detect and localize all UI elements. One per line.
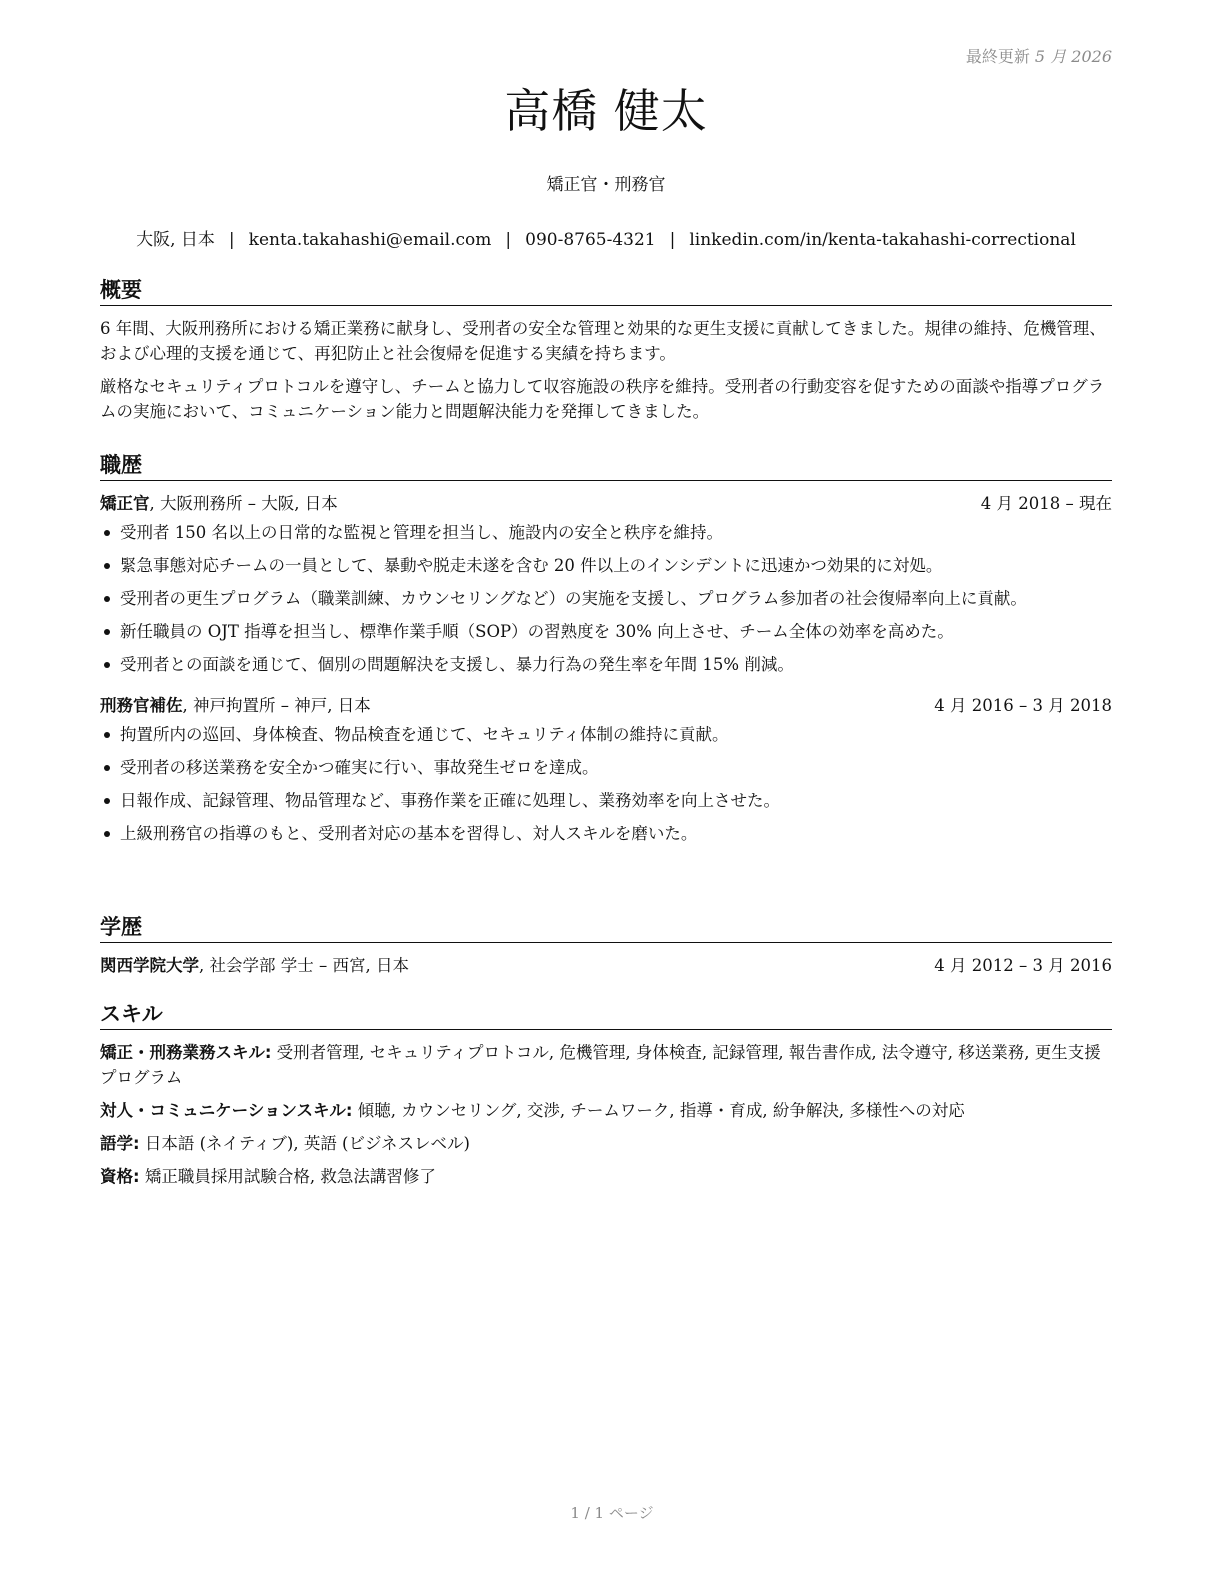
candidate-name: 高橋 健太 xyxy=(504,84,708,138)
job-bullet: 受刑者の移送業務を安全かつ確実に行い、事故発生ゼロを達成。 xyxy=(100,755,1112,780)
skill-line xyxy=(100,1098,1112,1123)
contact-separator: | xyxy=(228,230,235,250)
job-role: 矯正官 xyxy=(100,494,150,513)
experience-section xyxy=(100,452,1112,854)
skill-line xyxy=(100,1040,1112,1090)
education-section xyxy=(100,914,1112,978)
job-header xyxy=(100,491,1112,516)
job-role-org xyxy=(100,491,338,516)
education-school-detail xyxy=(100,953,409,978)
summary-section xyxy=(100,277,1112,432)
contact-separator: | xyxy=(669,230,676,250)
skill-value: 矯正職員採用試験合格, 救急法講習修了 xyxy=(139,1167,436,1186)
section-heading-skills: スキル xyxy=(100,1001,1112,1030)
job-bullet: 受刑者との面談を通じて、個別の問題解決を支援し、暴力行為の発生率を年間 15% 削減。 xyxy=(100,652,1112,677)
skill-label: 資格: xyxy=(100,1167,140,1186)
skill-line xyxy=(100,1131,1112,1156)
job-header xyxy=(100,693,1112,718)
skills-section xyxy=(100,1001,1112,1197)
section-heading-summary: 概要 xyxy=(100,277,1112,306)
last-updated-date: 5 月 2026 xyxy=(1034,47,1112,66)
job-org: , 神戸拘置所 – 神戸, 日本 xyxy=(182,696,371,715)
job-bullet: 受刑者の更生プログラム（職業訓練、カウンセリングなど）の実施を支援し、プログラム参加者の社会復帰率向上に貢献。 xyxy=(100,586,1112,611)
skill-label: 対人・コミュニケーションスキル: xyxy=(100,1101,353,1120)
last-updated xyxy=(966,44,1112,67)
skill-value: 傾聴, カウンセリング, 交渉, チームワーク, 指導・育成, 紛争解決, 多様性への対応 xyxy=(352,1101,965,1120)
skill-value: 日本語 (ネイティブ), 英語 (ビジネスレベル) xyxy=(139,1134,470,1153)
job-bullets xyxy=(100,722,1112,846)
education-dates: 4 月 2012 – 3 月 2016 xyxy=(934,956,1112,975)
contact-location: 大阪, 日本 xyxy=(136,230,215,250)
last-updated-label: 最終更新 xyxy=(965,47,1030,66)
education-detail: , 社会学部 学士 – 西宮, 日本 xyxy=(199,956,409,975)
skill-label: 語学: xyxy=(100,1134,140,1153)
contact-linkedin[interactable]: linkedin.com/in/kenta-takahashi-correctional xyxy=(689,230,1076,250)
contact-separator: | xyxy=(505,230,512,250)
skill-label: 矯正・刑務業務スキル: xyxy=(100,1043,272,1062)
job-bullet: 拘置所内の巡回、身体検査、物品検査を通じて、セキュリティ体制の維持に貢献。 xyxy=(100,722,1112,747)
job-bullet: 新任職員の OJT 指導を担当し、標準作業手順（SOP）の習熟度を 30% 向上させ、チーム全体の効率を高めた。 xyxy=(100,619,1112,644)
summary-paragraph: 厳格なセキュリティプロトコルを遵守し、チームと協力して収容施設の秩序を維持。受刑者の行動変容を促すための面談や指導プログラムの実施において、コミュニケーション能力と問題解決能力を発揮してきました。 xyxy=(100,377,1105,421)
job-bullet: 受刑者 150 名以上の日常的な監視と管理を担当し、施設内の安全と秩序を維持。 xyxy=(100,520,1112,545)
job-dates: 4 月 2018 – 現在 xyxy=(980,494,1112,513)
job-role-org xyxy=(100,693,371,718)
education-school: 関西学院大学 xyxy=(100,956,199,975)
job-bullet: 日報作成、記録管理、物品管理など、事務作業を正確に処理し、業務効率を向上させた。 xyxy=(100,788,1112,813)
job-dates: 4 月 2016 – 3 月 2018 xyxy=(934,696,1112,715)
section-heading-experience: 職歴 xyxy=(100,452,1112,481)
contact-email[interactable]: kenta.takahashi@email.com xyxy=(248,230,492,250)
contact-phone[interactable]: 090-8765-4321 xyxy=(525,230,656,250)
summary-paragraph: 6 年間、大阪刑務所における矯正業務に献身し、受刑者の安全な管理と効果的な更生支援に貢献してきました。規律の維持、危機管理、および心理的支援を通じて、再犯防止と社会復帰を促進する実績を持ちます。 xyxy=(100,319,1106,363)
job-bullets xyxy=(100,520,1112,677)
job-bullet: 緊急事態対応チームの一員として、暴動や脱走未遂を含む 20 件以上のインシデントに迅速かつ効果的に対処。 xyxy=(100,553,1112,578)
job-bullet: 上級刑務官の指導のもと、受刑者対応の基本を習得し、対人スキルを磨いた。 xyxy=(100,821,1112,846)
page-indicator: 1 / 1 ページ xyxy=(570,1504,654,1522)
education-entry xyxy=(100,953,1112,978)
contact-line xyxy=(100,225,1112,250)
skill-value: 受刑者管理, セキュリティプロトコル, 危機管理, 身体検査, 記録管理, 報告書作成, 法令遵守, 移送業務, 更生支援プログラム xyxy=(100,1043,1101,1087)
skill-line xyxy=(100,1164,1112,1189)
job-title: 矯正官・刑務官 xyxy=(546,175,666,195)
job-org: , 大阪刑務所 – 大阪, 日本 xyxy=(149,494,338,513)
section-heading-education: 学歴 xyxy=(100,914,1112,943)
job-role: 刑務官補佐 xyxy=(100,696,183,715)
